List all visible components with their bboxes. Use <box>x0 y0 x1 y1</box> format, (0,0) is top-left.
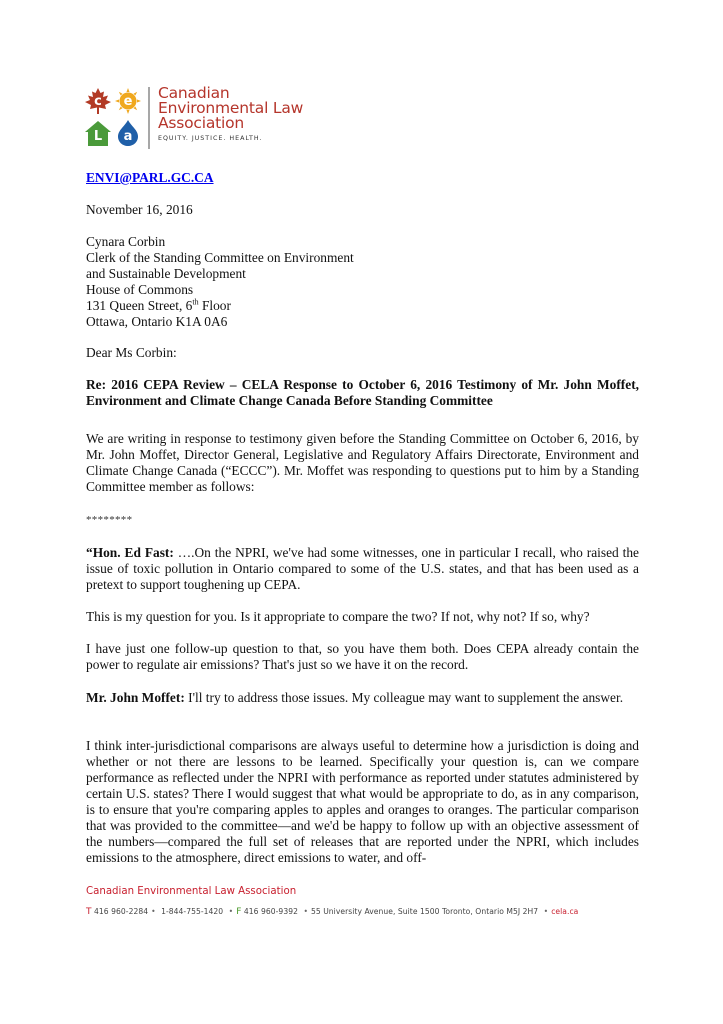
recipient-title-line1: Clerk of the Standing Committee on Environment <box>86 250 354 265</box>
water-drop-icon <box>115 120 141 146</box>
logo-divider <box>148 87 150 149</box>
logo-tagline: EQUITY. JUSTICE. HEALTH. <box>158 135 263 142</box>
logo-name-line1: Canadian <box>158 84 230 102</box>
logo-letter-c: c <box>94 93 102 109</box>
street-floor: Floor <box>198 298 231 313</box>
recipient-email-line <box>86 170 214 186</box>
footer-address: 55 University Avenue, Suite 1500 Toronto, Ontario M5J 2H7 <box>310 907 539 916</box>
logo-name-line2: Environmental Law <box>158 99 304 117</box>
intro-paragraph: We are writing in response to testimony given before the Standing Committee on October 6, 2016, by Mr. John Moffet, Director General, Legislative and Regulatory Affairs Directorate, Environment and Climate Change Canada (“ECCC”). Mr. Moffet was responding to questions put to him by a Standing Committee member as follows: <box>86 431 639 494</box>
logo-icon-grid <box>85 88 141 146</box>
speaker-label: “Hon. Ed Fast: <box>86 545 174 560</box>
logo-letter-a: a <box>123 128 133 144</box>
logo-name-line3: Association <box>158 114 245 132</box>
recipient-street <box>86 298 354 314</box>
transcript-paragraph <box>86 738 639 866</box>
transcript-paragraph <box>86 690 639 706</box>
transcript-text: I'll try to address those issues. My colleague may want to supplement the answer. <box>184 690 624 705</box>
recipient-city: Ottawa, Ontario K1A 0A6 <box>86 314 228 329</box>
transcript-text: ….On the NPRI, we've had some witnesses, one in particular I recall, who raised the issue of toxic pollution in Ontario compared to some of the U.S. states, and that has been used as a pretext to support toughening up CEPA. <box>86 545 639 592</box>
house-icon <box>85 120 111 146</box>
letter-date: November 16, 2016 <box>86 202 193 217</box>
transcript-paragraph <box>86 641 639 673</box>
recipient-email-link[interactable]: ENVI@PARL.GC.CA <box>86 170 214 185</box>
logo-text <box>158 86 303 142</box>
street-ordinal: th <box>192 297 199 307</box>
logo-letter-e: e <box>123 93 133 109</box>
bullet-separator: • <box>228 907 234 916</box>
separator-asterisks: ******** <box>86 514 133 526</box>
transcript-text: I think inter-jurisdictional comparisons are always useful to determine how a jurisdiction is doing and whether or not there are lessons to be learned. Specifically your question is, can we compare performance as reflected under the NPRI with performance as reported under statutes administered by certain U.S. states? There I would suggest that what would be appropriate to do, as in any comparison, is to ensure that you're comparing apples to apples and oranges to oranges. The particular comparison that was provided to the committee—and we'd be happy to follow up with an objective assessment of the numbers—compared the full set of releases that are reported under the NPRI, which includes emissions to the atmosphere, direct emissions to water, and off- <box>86 738 639 865</box>
letterhead-footer <box>86 886 578 917</box>
transcript-text: This is my question for you. Is it appropriate to compare the two? If not, why not? If so, why? <box>86 609 590 624</box>
footer-organization: Canadian Environmental Law Association <box>86 886 297 897</box>
transcript-paragraph <box>86 609 639 625</box>
street-number: 131 Queen Street, 6 <box>86 298 193 313</box>
recipient-address <box>86 234 354 330</box>
bullet-separator: • <box>543 907 549 916</box>
recipient-organization: House of Commons <box>86 282 194 297</box>
transcript-paragraph <box>86 545 639 593</box>
salutation: Dear Ms Corbin: <box>86 345 177 360</box>
footer-toll-free: 1-844-755-1420 <box>161 907 224 916</box>
logo-letter-l: L <box>93 128 103 144</box>
footer-contact-line <box>86 907 578 917</box>
footer-phone: 416 960-2284 <box>94 907 149 916</box>
recipient-title-line2: and Sustainable Development <box>86 266 246 281</box>
transcript-text: I have just one follow-up question to that, so you have them both. Does CEPA already contain the power to regulate air emissions? That's just so we have it on the record. <box>86 641 639 672</box>
bullet-separator: • <box>303 907 308 916</box>
speaker-label: Mr. John Moffet: <box>86 690 185 705</box>
footer-website-link[interactable]: cela.ca <box>551 907 579 916</box>
maple-leaf-icon <box>85 88 111 114</box>
sun-icon <box>115 88 141 114</box>
recipient-name: Cynara Corbin <box>86 234 166 249</box>
subject-line: Re: 2016 CEPA Review – CELA Response to October 6, 2016 Testimony of Mr. John Moffet, Environment and Climate Change Canada Before Standing Committee <box>86 377 639 408</box>
cela-logo <box>85 85 303 149</box>
fax-label: F <box>236 907 242 917</box>
bullet-separator: • <box>151 907 156 916</box>
phone-label: T <box>86 907 92 917</box>
footer-fax: 416 960-9392 <box>243 907 298 916</box>
